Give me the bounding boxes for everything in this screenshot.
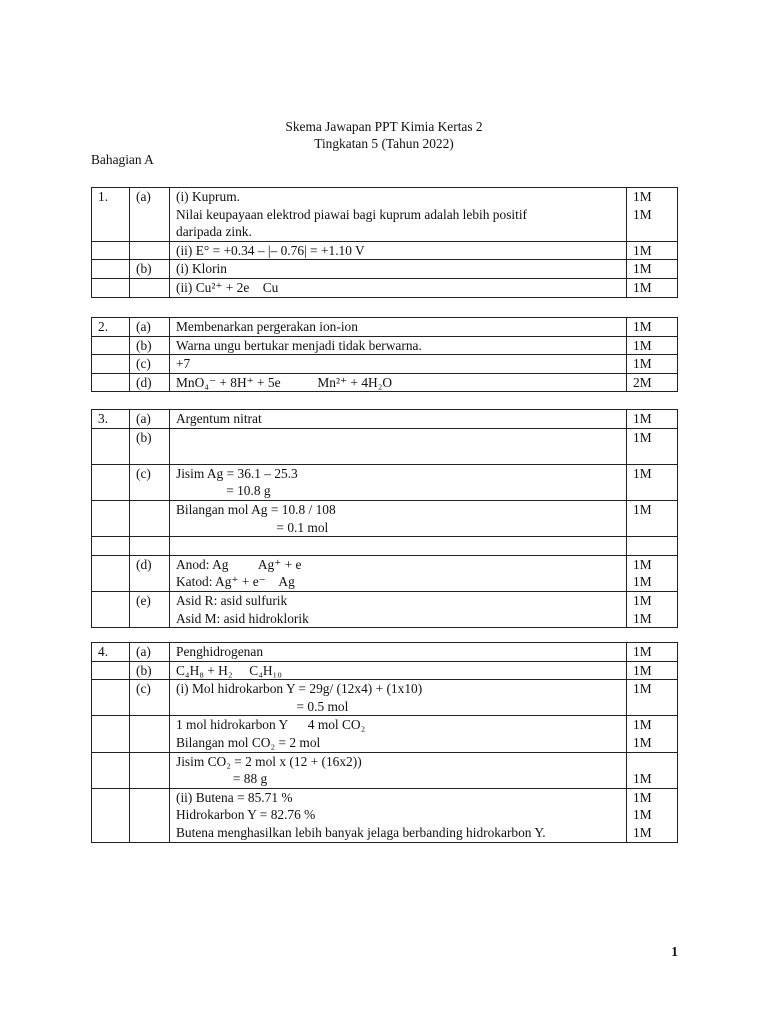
text-line: 1M (633, 717, 652, 733)
marks-cell (627, 318, 678, 337)
text-line: 1M (633, 662, 652, 678)
answer-cell (170, 680, 627, 716)
marks-cell (627, 410, 678, 429)
table-row (92, 336, 678, 355)
text-line: 1M (633, 610, 652, 626)
marks-cell (627, 643, 678, 662)
marks-cell (627, 661, 678, 680)
text-line: Asid M: asid hidroklorik (176, 610, 309, 626)
text-line: C₄H₈ + H₂ C₄H₁₀ (176, 662, 282, 678)
text-line (633, 519, 671, 537)
table-row (92, 188, 678, 242)
marks-cell (627, 591, 678, 627)
answer-cell (170, 373, 627, 392)
table-row (92, 555, 678, 591)
text-line (633, 446, 671, 464)
text-line: 1M (633, 734, 652, 750)
text-line: 1M (633, 356, 652, 372)
answer-cell (170, 464, 627, 500)
text-line: 1 mol hidrokarbon Y 4 mol CO₂ (176, 717, 366, 733)
table-row (92, 537, 678, 556)
table-row (92, 680, 678, 716)
sub-question-cell: (d) (130, 373, 170, 392)
marks-cell (627, 500, 678, 536)
sub-question-cell: (a) (130, 318, 170, 337)
sub-question-cell (130, 537, 170, 556)
answer-cell (170, 410, 627, 429)
text-line: 1M (633, 279, 652, 295)
question-number-cell (92, 661, 130, 680)
text-line (176, 446, 620, 464)
text-line: Membenarkan pergerakan ion-ion (176, 319, 358, 334)
text-line: 1M (633, 465, 652, 481)
text-line: 1M (633, 189, 652, 204)
table-row (92, 788, 678, 842)
title-line-1: Skema Jawapan PPT Kimia Kertas 2 (285, 119, 483, 134)
question-number-cell (92, 373, 130, 392)
text-line: 1M (633, 261, 652, 277)
sub-question-cell: (a) (130, 643, 170, 662)
table-row (92, 318, 678, 337)
sub-question-cell: (b) (130, 336, 170, 355)
table-row (92, 373, 678, 392)
question-number-cell (92, 752, 130, 788)
text-line: 1M (633, 319, 652, 334)
marks-cell (627, 555, 678, 591)
text-line (633, 753, 671, 771)
text-line: 1M (633, 789, 652, 805)
sub-question-cell: (b) (130, 661, 170, 680)
section-heading: Bahagian A (91, 152, 154, 167)
sub-question-cell (130, 241, 170, 260)
text-line: 1M (633, 206, 652, 222)
sub-question-cell (130, 278, 170, 297)
table-row (92, 591, 678, 627)
question-number-cell: 1. (92, 188, 130, 242)
text-line: 2M (633, 374, 652, 390)
answer-cell (170, 260, 627, 279)
question-number-cell (92, 537, 130, 556)
marks-cell (627, 464, 678, 500)
question-number-cell (92, 788, 130, 842)
sub-question-cell (130, 752, 170, 788)
text-line: Butena menghasilkan lebih banyak jelaga berbanding hidrokarbon Y. (176, 824, 546, 840)
sub-question-cell: (c) (130, 464, 170, 500)
question-number-cell (92, 680, 130, 716)
table-row (92, 260, 678, 279)
sub-question-cell (130, 788, 170, 842)
text-line: (i) Klorin (176, 261, 227, 277)
answer-cell (170, 591, 627, 627)
text-line: 1M (633, 411, 652, 426)
question-number-cell (92, 355, 130, 374)
answer-table-q2 (91, 317, 678, 392)
marks-cell (627, 278, 678, 297)
answer-cell (170, 788, 627, 842)
text-line: (i) Mol hidrokarbon Y = 29g/ (12x4) + (1x10) (176, 681, 423, 697)
answer-cell (170, 318, 627, 337)
answer-cell (170, 336, 627, 355)
answer-table-q1 (91, 187, 678, 298)
text-line: = 0.5 mol (176, 698, 349, 714)
text-line: (ii) E° = +0.34 – |– 0.76| = +1.10 V (176, 242, 365, 258)
table-row (92, 500, 678, 536)
answer-table-q3 (91, 409, 678, 628)
sub-question-cell (130, 716, 170, 752)
text-line: Bilangan mol Ag = 10.8 / 108 (176, 501, 336, 517)
marks-cell (627, 428, 678, 464)
text-line: 1M (633, 592, 652, 608)
sub-question-cell: (d) (130, 555, 170, 591)
marks-cell (627, 188, 678, 242)
sub-question-cell: (b) (130, 428, 170, 464)
text-line: Hidrokarbon Y = 82.76 % (176, 807, 316, 823)
table-row (92, 428, 678, 464)
answer-table-q4 (91, 642, 678, 843)
sub-question-cell: (a) (130, 410, 170, 429)
text-line: (ii) Butena = 85.71 % (176, 789, 293, 805)
question-number-cell: 2. (92, 318, 130, 337)
question-number-cell (92, 241, 130, 260)
page-number: 1 (671, 944, 678, 959)
text-line: 1M (633, 644, 652, 659)
answer-cell (170, 428, 627, 464)
text-line: 1M (633, 807, 652, 823)
question-number-cell (92, 336, 130, 355)
answer-cell (170, 188, 627, 242)
text-line: Anod: Ag Ag⁺ + e (176, 556, 302, 572)
question-number-cell (92, 555, 130, 591)
sub-question-cell: (e) (130, 591, 170, 627)
text-line (176, 429, 620, 447)
text-line: (ii) Cu²⁺ + 2e Cu (176, 279, 279, 295)
question-number-cell (92, 500, 130, 536)
table-row (92, 752, 678, 788)
question-number-cell (92, 591, 130, 627)
answer-cell (170, 752, 627, 788)
sub-question-cell: (c) (130, 355, 170, 374)
question-number-cell: 3. (92, 410, 130, 429)
text-line: 1M (633, 337, 652, 353)
text-line: = 0.1 mol (176, 519, 329, 535)
table-row (92, 643, 678, 662)
answer-cell (170, 661, 627, 680)
text-line: Nilai keupayaan elektrod piawai bagi kuprum adalah lebih positif (176, 206, 528, 222)
marks-cell (627, 241, 678, 260)
table-row (92, 278, 678, 297)
marks-cell (627, 355, 678, 374)
text-line: 1M (633, 242, 652, 258)
text-line (633, 698, 671, 716)
text-line: = 10.8 g (176, 483, 271, 499)
marks-cell (627, 373, 678, 392)
sub-question-cell: (a) (130, 188, 170, 242)
marks-cell (627, 716, 678, 752)
answer-cell (170, 355, 627, 374)
answer-cell (170, 537, 627, 556)
text-line: 1M (633, 771, 652, 787)
sub-question-cell (130, 500, 170, 536)
marks-cell (627, 752, 678, 788)
text-line: 1M (633, 501, 652, 517)
text-line (633, 482, 671, 500)
text-line: Penghidrogenan (176, 644, 264, 659)
table-row (92, 661, 678, 680)
answer-cell (170, 555, 627, 591)
sub-question-cell: (c) (130, 680, 170, 716)
question-number-cell (92, 716, 130, 752)
text-line (633, 223, 671, 241)
text-line: Katod: Ag⁺ + e⁻ Ag (176, 574, 295, 590)
text-line: +7 (176, 356, 191, 372)
question-number-cell (92, 260, 130, 279)
marks-cell (627, 680, 678, 716)
marks-cell (627, 788, 678, 842)
text-line: Warna ungu bertukar menjadi tidak berwarna. (176, 337, 422, 353)
text-line: Asid R: asid sulfurik (176, 592, 288, 608)
text-line: 1M (633, 574, 652, 590)
marks-cell (627, 537, 678, 556)
text-line: 1M (633, 429, 652, 445)
text-line (176, 537, 620, 555)
text-line: Argentum nitrat (176, 411, 262, 426)
text-line: 1M (633, 556, 652, 572)
text-line: 1M (633, 681, 652, 697)
question-number-cell: 4. (92, 643, 130, 662)
text-line: (i) Kuprum. (176, 189, 240, 204)
table-row (92, 716, 678, 752)
marks-cell (627, 336, 678, 355)
answer-cell (170, 716, 627, 752)
table-row (92, 355, 678, 374)
table-row (92, 241, 678, 260)
text-line: Jisim Ag = 36.1 – 25.3 (176, 465, 298, 481)
answer-cell (170, 643, 627, 662)
text-line: MnO₄⁻ + 8H⁺ + 5e Mn²⁺ + 4H₂O (176, 374, 393, 390)
answer-cell (170, 500, 627, 536)
table-row (92, 464, 678, 500)
text-line: = 88 g (176, 771, 268, 787)
table-row (92, 410, 678, 429)
text-line (633, 537, 671, 555)
title-line-2: Tingkatan 5 (Tahun 2022) (314, 136, 454, 151)
text-line: Bilangan mol CO₂ = 2 mol (176, 734, 321, 750)
answer-cell (170, 241, 627, 260)
text-line: Jisim CO₂ = 2 mol x (12 + (16x2)) (176, 753, 362, 769)
answer-cell (170, 278, 627, 297)
question-number-cell (92, 428, 130, 464)
sub-question-cell: (b) (130, 260, 170, 279)
question-number-cell (92, 278, 130, 297)
document-title (0, 118, 768, 152)
marks-cell (627, 260, 678, 279)
question-number-cell (92, 464, 130, 500)
text-line: daripada zink. (176, 224, 252, 240)
text-line: 1M (633, 824, 652, 840)
